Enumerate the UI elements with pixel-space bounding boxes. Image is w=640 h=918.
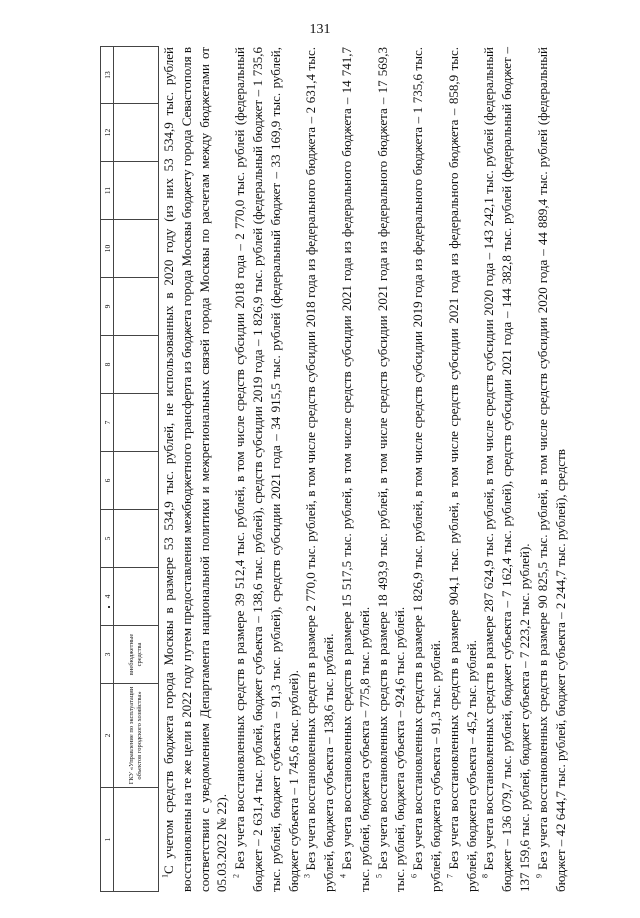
footnote-text: Без учета восстановленных средств в размере 904,1 тыс. рублей, в том числе средств субсидии 2021 года из федерального бюджета – 858,9 тыс. рублей, бюджета субъекта – 45,2 тыс. рублей. [445, 47, 479, 892]
column-number: 11 [101, 162, 114, 220]
column-number: 7 [101, 394, 114, 452]
column-number: 13 [101, 47, 114, 104]
table-cell [114, 394, 159, 452]
footnote [534, 47, 570, 892]
table-cell-organization: ГКУ «Управление по эксплуатации объектов городского хозяйства» [114, 684, 159, 788]
table-cell [114, 336, 159, 394]
column-number: 9 [101, 278, 114, 336]
table-column-numbers [101, 47, 114, 892]
column-number: 2 [101, 684, 114, 788]
footnote [409, 47, 445, 892]
footnote-text: Без учета восстановленных средств в размере 90 825,5 тыс. рублей, в том числе средств субсидии 2020 года – 44 889,4 тыс. рублей (федеральный бюджет – 42 644,7 тыс. рублей, бюджет субъекта – 2 244,7 тыс. рублей), средств [534, 46, 568, 892]
footnote [445, 47, 481, 892]
footnote-mark: 1 [160, 874, 170, 878]
footnote-mark: 6 [409, 874, 419, 878]
footnote-mark: 8 [481, 874, 491, 878]
footnote [302, 47, 338, 892]
column-number: 8 [101, 336, 114, 394]
table-cell [114, 104, 159, 162]
column-number: 12 [101, 104, 114, 162]
table-cell-funding-source: внебюджетные средства [114, 626, 159, 684]
budget-table-fragment [100, 46, 159, 892]
table-cell [114, 788, 159, 892]
footnote-text: Без учета восстановленных средств в размере 39 512,4 тыс. рублей, в том числе средств субсидии 2018 года – 2 770,0 тыс. рублей (федеральный бюджет – 2 631,4 тыс. рублей, бюджет субъекта – 138,6 тыс. рублей), средств субсидии 2019 года – 1 826,9 тыс. рублей (федеральный бюджет – 1 735,6 тыс. рублей, бюджет субъекта – 91,3 тыс. рублей), средств субсидии 2021 года – 34 915,5 тыс. рублей (федеральный бюджет – 33 169,9 тыс. рублей, бюджет субъекта – 1 745,6 тыс. рублей). [232, 46, 301, 892]
rotated-page-content [100, 47, 600, 892]
footnote-mark: 7 [445, 874, 455, 878]
footnote [231, 47, 302, 892]
column-number: 1 [101, 788, 114, 892]
footnote-mark: 4 [338, 874, 348, 878]
footnotes [160, 47, 569, 892]
footnote [480, 47, 533, 892]
column-number: 6 [101, 452, 114, 510]
footnote [338, 47, 374, 892]
footnote [160, 47, 231, 892]
footnote-mark: 2 [231, 874, 241, 878]
table-cell [114, 162, 159, 220]
column-number: 3 [101, 626, 114, 684]
table-cell [114, 510, 159, 568]
footnote-text: Без учета восстановленных средств в размере 15 517,5 тыс. рублей, в том числе средств субсидии 2021 года из федерального бюджета – 14 741,7 тыс. рублей, бюджета субъекта – 775,8 тыс. рублей. [338, 47, 372, 892]
footnote-text: Без учета восстановленных средств в размере 287 624,9 тыс. рублей, в том числе средств субсидии 2020 года – 143 242,1 тыс. рублей (федеральный бюджет – 136 079,7 тыс. рублей, бюджет субъекта – 7 162,4 тыс. рублей), средств субсидии 2021 года – 144 382,8 тыс. рублей (федеральный бюджет – 137 159,6 тыс. рублей, бюджет субъекта – 7 223,2 тыс. рублей). [481, 46, 532, 892]
table-row [114, 47, 159, 892]
footnote-text: С учетом средств бюджета города Москвы в размере 53 534,9 тыс. рублей, не использованных в 2020 году (из них 53 534,9 тыс. рублей восстановлены на те же цели в 2022 году путем предоставления межбюджетного трансферта из бюджета города Москвы бюджету города Севастополя в соответствии с уведомлением Департамента национальной политики и межрегиональных связей города Москвы по расчетам между бюджетами от 05.03.2022 № 22). [161, 47, 230, 892]
table-cell [114, 278, 159, 336]
footnote-text: Без учета восстановленных средств в размере 1 826,9 тыс. рублей, в том числе средств субсидии 2019 года из федерального бюджета – 1 735,6 тыс. рублей, бюджета субъекта – 91,3 тыс. рублей. [410, 47, 443, 892]
table-cell [114, 452, 159, 510]
page-number: 131 [309, 22, 331, 37]
table-cell [114, 220, 159, 278]
table-cell [114, 568, 159, 626]
column-number: 4 [101, 568, 114, 626]
column-number: 10 [101, 220, 114, 278]
footnote-mark: 9 [534, 874, 544, 878]
footnote-mark: 3 [303, 874, 313, 878]
footnote-text: Без учета восстановленных средств в размере 18 493,9 тыс. рублей, в том числе средств субсидии 2021 года из федерального бюджета – 17 569,3 тыс. рублей, бюджета субъекта – 924,6 тыс. рублей. [374, 47, 408, 892]
table-cell [114, 47, 159, 104]
column-number: 5 [101, 510, 114, 568]
footnote-mark: 5 [374, 874, 384, 878]
footnote [374, 47, 410, 892]
footnote-text: Без учета восстановленных средств в размере 2 770,0 тыс. рублей, в том числе средств субсидии 2018 года из федерального бюджета – 2 631,4 тыс. рублей, бюджета субъекта – 138,6 тыс. рублей. [303, 47, 337, 892]
